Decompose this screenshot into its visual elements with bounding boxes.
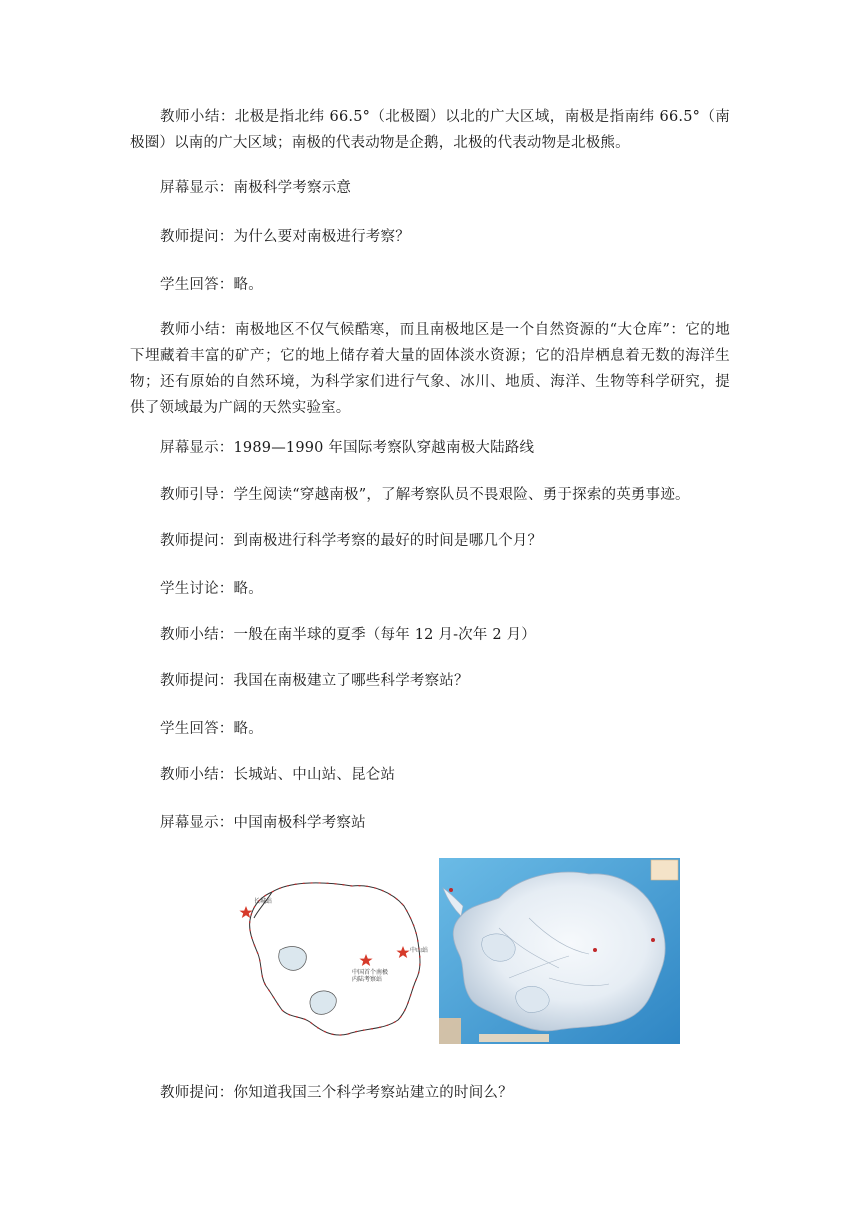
antarctica-outline-map [232, 872, 432, 1042]
zhongshan-dot [651, 938, 655, 942]
paragraph-teacher-summary-resources: 教师小结：南极地区不仅气候酷寒，而且南极地区是一个自然资源的“大仓库”：它的地下埋藏着丰富的矿产；它的地上储存着大量的固体淡水资源；它的沿岸栖息着无数的海洋生物；还有原始的自然环境，为科学家们进行气象、冰川、地质、海洋、生物等科学研究，提供了领域最为广阔的天然实验室。 [130, 322, 730, 416]
paragraph-teacher-question-stations: 教师提问：我国在南极建立了哪些科学考察站？ [160, 673, 469, 689]
paragraph-student-discussion: 学生讨论：略。 [160, 581, 263, 597]
paragraph-screen-display-route: 屏幕显示：1989—1990 年国际考察队穿越南极大陆路线 [160, 440, 535, 456]
paragraph-teacher-question-why: 教师提问：为什么要对南极进行考察？ [160, 229, 410, 245]
inset-box-top-right [651, 860, 678, 880]
antarctica-satellite-map [439, 858, 680, 1044]
kunlun-dot [593, 948, 597, 952]
paragraph-screen-display-expedition: 屏幕显示：南极科学考察示意 [160, 180, 352, 196]
paragraph-student-answer-1: 学生回答：略。 [160, 277, 263, 293]
kunlun-station-label-line1: 中国首个南极 [352, 969, 389, 976]
changcheng-dot [449, 888, 453, 892]
paragraph-teacher-summary-poles: 教师小结：北极是指北纬 66.5°（北极圈）以北的广大区域，南极是指南纬 66.5°（南极圈）以南的广大区域；南极的代表动物是企鹅，北极的代表动物是北极熊。 [130, 109, 730, 151]
changcheng-station-label: 长城站 [254, 898, 273, 905]
paragraph-student-answer-2: 学生回答：略。 [160, 721, 263, 737]
antarctica-figures [232, 858, 682, 1044]
legend-strip-2 [439, 1018, 461, 1044]
zhongshan-station-label: 中山站 [410, 947, 429, 954]
legend-strip [479, 1034, 549, 1042]
paragraph-teacher-guide: 教师引导：学生阅读“穿越南极”，了解考察队员不畏艰险、勇于探索的英勇事迹。 [160, 487, 690, 503]
paragraph-teacher-summary-stations: 教师小结：长城站、中山站、昆仑站 [160, 767, 396, 783]
paragraph-screen-display-stations: 屏幕显示：中国南极科学考察站 [160, 815, 366, 831]
antarctica-coastline [250, 883, 420, 1035]
paragraph-teacher-summary-summer: 教师小结：一般在南半球的夏季（每年 12 月-次年 2 月） [160, 627, 537, 643]
paragraph-teacher-question-dates: 教师提问：你知道我国三个科学考察站建立的时间么？ [160, 1085, 513, 1101]
paragraph-teacher-question-time: 教师提问：到南极进行科学考察的最好的时间是哪几个月？ [160, 533, 543, 549]
kunlun-station-label-line2: 内陆考察站 [352, 976, 383, 983]
